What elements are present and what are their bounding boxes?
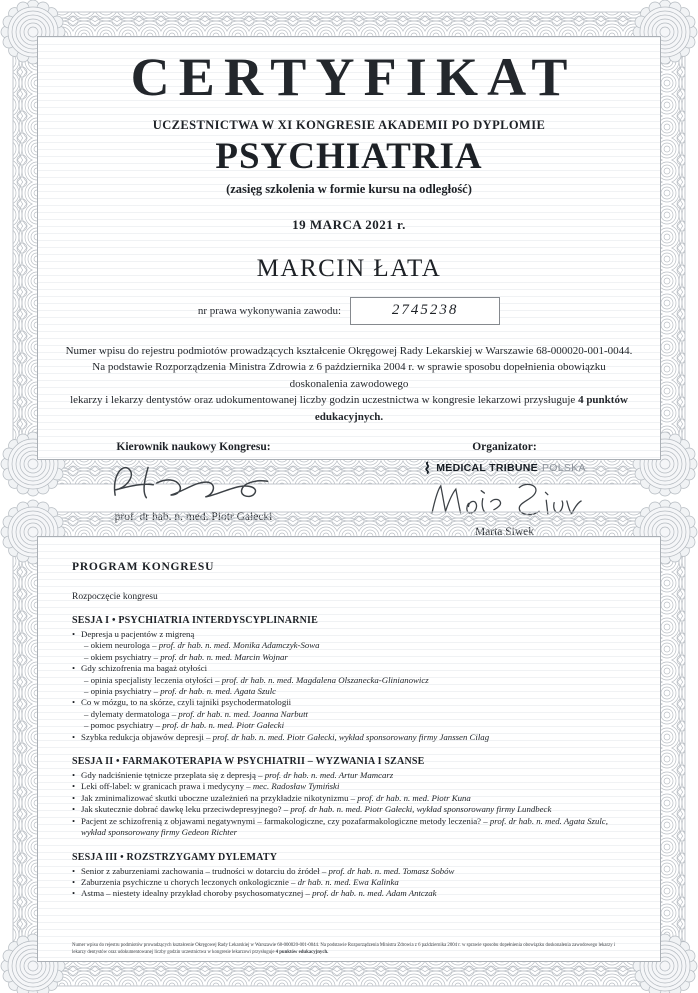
license-row (38, 297, 660, 325)
congress-name: PSYCHIATRIA (215, 135, 483, 177)
organizer-label: Organizator: (472, 441, 537, 454)
program-item: • Gdy nadciśnienie tętnicze przeplata się z depresją – prof. dr hab. n. med. Artur Mamcarz (72, 770, 628, 781)
certificate-page-2 (7, 506, 691, 992)
session-title: SESJA II • FARMAKOTERAPIA W PSYCHIATRII – WYZWANIA I SZANSE (72, 756, 425, 768)
program-subitem: – dylematy dermatologa – prof. dr hab. n. med. Joanna Narbutt (84, 708, 308, 719)
legal-line-1: Numer wpisu do rejestru podmiotów prowadzących kształcenie Okręgowej Rady Lekarskiej w Warszawie 68-000020-001-0044. (65, 344, 633, 357)
legal-line-2: Na podstawie Rozporządzenia Ministra Zdrowia z 6 października 2004 r. w sprawie sposobu dopełnienia obowiązku doskonalenia zawodowego (92, 361, 606, 390)
director-label: Kierownik naukowy Kongresu: (116, 441, 271, 454)
program-subitem: – okiem neurologa – prof. dr hab. n. med. Monika Adamczyk-Sowa (84, 640, 320, 651)
certificate-title: CERTYFIKAT (130, 47, 577, 107)
program-item: • Szybka redukcja objawów depresji – prof. dr hab. n. med. Piotr Gałecki, wykład sponsorowany firmy Janssen Cilag (72, 732, 628, 743)
sessions (72, 615, 628, 900)
program-item: • Jak skutecznie dobrać dawkę leku przeciwdepresyjnego? – prof. dr hab. n. med. Piotr Gałecki, wykład sponsorowany firmy Lundbeck (72, 804, 628, 815)
program-subitem: – opinia psychiatry – prof. dr hab. n. med. Agata Szulc (84, 686, 277, 697)
program-item: • Gdy schizofrenia ma bagaż otyłości (72, 663, 628, 674)
program-opening: Rozpoczęcie kongresu (72, 592, 158, 602)
program-item: • Astma – niestety idealny przykład choroby psychosomatycznej – prof. dr hab. n. med. Adam Antczak (72, 888, 628, 899)
legal-text (38, 343, 660, 426)
license-number: 2745238 (391, 302, 459, 319)
edu-points: 4 punktów edukacyjnych. (314, 394, 628, 423)
session-block (72, 615, 628, 743)
program-item: • Pacjent ze schizofrenią z objawami negatywnymi – farmakologiczne, czy pozafarmakologiczne metody leczenia? – prof. dr hab. n. med. Agata Szulc, wykład sponsorowany firmy Gedeon Richter (72, 816, 628, 839)
session-items (72, 629, 628, 743)
program-body (37, 536, 661, 962)
participant-name: MARCIN ŁATA (256, 254, 442, 282)
medical-tribune-logo-icon (423, 461, 432, 474)
certificate-body (37, 36, 661, 474)
logo-text-suffix: POLSKA (541, 461, 586, 474)
program-item: • Jak zminimalizować skutki uboczne uzależnień na przykładzie nikotynizmu – prof. dr hab. n. med. Piotr Kuna (72, 793, 628, 804)
program-subitem: – okiem psychiatry – prof. dr hab. n. med. Marcin Wojnar (84, 651, 288, 662)
license-label: nr prawa wykonywania zawodu: (197, 304, 342, 317)
program-item: • Leki off-label: w granicach prawa i medycyny – mec. Radosław Tymiński (72, 781, 628, 792)
program-footer: Numer wpisu do rejestru podmiotów prowadzących kształcenie Okręgowej Rady Lekarskiej w Warszawie 68-000020-001-0044. Na podstawie Rozporządzenia Ministra Zdrowia z 6 października 2004 r. w sprawie sposobu dopełnienia obowiązku doskonalenia zawodowego lekarzy i lekarzy dentystów oraz udokumentowanej liczby godzin uczestnictwa w kongresie lekarzowi przysługuje 4 punktów edukacyjnych. (72, 942, 616, 956)
session-title: SESJA I • PSYCHIATRIA INTERDYSCYPLINARNIE (72, 615, 319, 626)
program-item: • Depresja u pacjentów z migreną (72, 629, 628, 640)
session-block (72, 852, 628, 900)
license-number-box (350, 297, 500, 325)
congress-date: 19 MARCA 2021 r. (292, 216, 406, 232)
certificate-page-1 (7, 6, 691, 490)
program-subitem: – pomoc psychiatry – prof. dr hab. n. med. Piotr Gałecki (84, 720, 285, 731)
edu-points: 4 punktów edukacyjnych. (275, 950, 329, 956)
legal-line-3: lekarzy i lekarzy dentystów oraz udokumentowanej liczby godzin uczestnictwa w kongresie lekarzowi przysługuje 4 punktów edukacyjnych. (70, 394, 628, 423)
congress-subtitle: UCZESTNICTWA W XI KONGRESIE AKADEMII PO DYPLOMIE (152, 117, 546, 132)
program-header: PROGRAM KONGRESU (72, 561, 215, 573)
course-mode-note: (zasięg szkolenia w formie kursu na odległość) (226, 181, 472, 196)
session-block (72, 756, 628, 838)
program-item: • Zaburzenia psychiczne u chorych leczonych onkologicznie – dr hab. n. med. Ewa Kalinka (72, 877, 628, 888)
director-signature-image (99, 457, 289, 509)
program-item: • Senior z zaburzeniami zachowania – trudności w dotarciu do źródeł – prof. dr hab. n. med. Tomasz Sobów (72, 866, 628, 877)
session-title: SESJA III • ROZSTRZYGAMY DYLEMATY (72, 851, 278, 863)
program-item: • Co w mózgu, to na skórze, czyli tajniki psychodermatologii (72, 697, 628, 708)
medical-tribune-logo (349, 461, 660, 474)
program-subitem: – opinia specjalisty leczenia otyłości – prof. dr hab. n. med. Magdalena Olszanecka-Glinianowicz (84, 674, 429, 685)
session-items (72, 866, 628, 900)
session-items (72, 770, 628, 838)
logo-text-main: MEDICAL TRIBUNE (436, 461, 538, 474)
